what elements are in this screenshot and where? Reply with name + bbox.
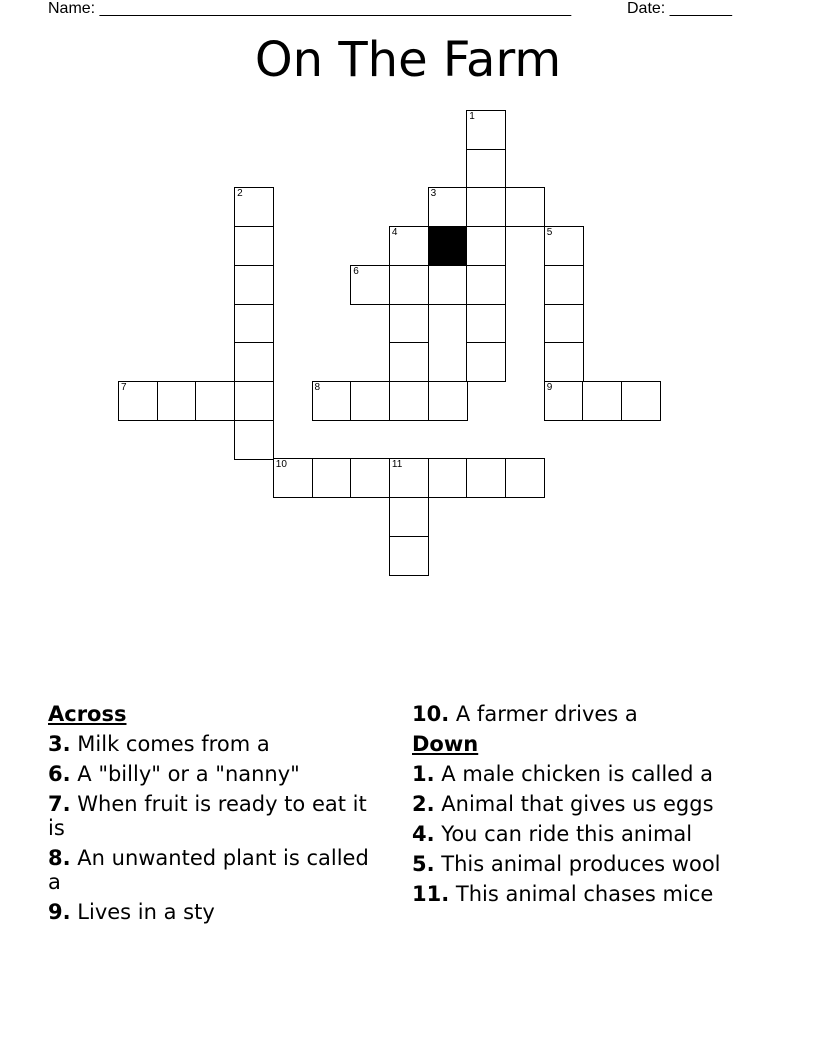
across-clue-3: 3. Milk comes from a bbox=[48, 732, 270, 756]
crossword-cell[interactable] bbox=[428, 381, 468, 421]
across-clue-8: 8. An unwanted plant is called a bbox=[48, 846, 369, 894]
crossword-cell[interactable] bbox=[234, 187, 274, 227]
crossword-black-cell bbox=[428, 226, 468, 266]
crossword-cell[interactable] bbox=[505, 458, 545, 498]
name-field-label[interactable]: Name: _____________________________________________________ bbox=[48, 0, 572, 17]
page-title: On The Farm bbox=[254, 32, 562, 88]
crossword-cell[interactable] bbox=[428, 265, 468, 305]
crossword-cell[interactable] bbox=[234, 265, 274, 305]
cell-number: 4 bbox=[391, 227, 398, 239]
crossword-cell[interactable] bbox=[466, 149, 506, 189]
crossword-cell[interactable] bbox=[389, 226, 429, 266]
crossword-cell[interactable] bbox=[505, 187, 545, 227]
down-clue-1: 1. A male chicken is called a bbox=[412, 762, 713, 786]
crossword-cell[interactable] bbox=[389, 265, 429, 305]
crossword-cell[interactable] bbox=[428, 187, 468, 227]
crossword-cell[interactable] bbox=[234, 381, 274, 421]
crossword-cell[interactable] bbox=[466, 110, 506, 150]
down-clue-11: 11. This animal chases mice bbox=[412, 882, 714, 906]
crossword-cell[interactable] bbox=[350, 381, 390, 421]
date-field-label[interactable]: Date: _______ bbox=[627, 0, 732, 17]
crossword-cell[interactable] bbox=[428, 458, 468, 498]
across-clue-9: 9. Lives in a sty bbox=[48, 900, 215, 924]
cell-number: 7 bbox=[121, 381, 127, 393]
crossword-cell[interactable] bbox=[157, 381, 197, 421]
crossword-cell[interactable] bbox=[466, 304, 506, 344]
cell-number: 8 bbox=[314, 381, 321, 393]
clues-column-left bbox=[48, 702, 388, 930]
crossword-cell[interactable] bbox=[350, 458, 390, 498]
across-clue-7: 7. When fruit is ready to eat it is bbox=[48, 792, 367, 840]
crossword-cell[interactable] bbox=[234, 420, 274, 460]
crossword-cell[interactable] bbox=[312, 381, 352, 421]
down-heading: Down bbox=[412, 732, 479, 756]
cell-number: 3 bbox=[430, 188, 437, 200]
cell-number: 6 bbox=[353, 265, 359, 277]
crossword-cell[interactable] bbox=[389, 497, 429, 537]
crossword-cell[interactable] bbox=[466, 187, 506, 227]
crossword-cell[interactable] bbox=[350, 265, 390, 305]
down-clue-5: 5. This animal produces wool bbox=[412, 852, 721, 876]
cell-number: 2 bbox=[237, 188, 243, 200]
crossword-cell[interactable] bbox=[466, 226, 506, 266]
crossword-cell[interactable] bbox=[389, 458, 429, 498]
crossword-cell[interactable] bbox=[234, 304, 274, 344]
crossword-cell[interactable] bbox=[389, 381, 429, 421]
crossword-cell[interactable] bbox=[544, 226, 584, 266]
cell-number: 5 bbox=[546, 227, 553, 239]
crossword-cell[interactable] bbox=[544, 342, 584, 382]
crossword-cell[interactable] bbox=[466, 342, 506, 382]
cell-number: 1 bbox=[469, 111, 475, 122]
crossword-cell[interactable] bbox=[195, 381, 235, 421]
crossword-cell[interactable] bbox=[466, 265, 506, 305]
across-heading: Across bbox=[48, 702, 127, 726]
crossword-cell[interactable] bbox=[544, 381, 584, 421]
crossword-cell[interactable] bbox=[582, 381, 622, 421]
crossword-cell[interactable] bbox=[389, 536, 429, 576]
cell-number: 10 bbox=[275, 459, 287, 471]
across-clue-6: 6. A "billy" or a "nanny" bbox=[48, 762, 300, 786]
crossword-cell[interactable] bbox=[234, 342, 274, 382]
crossword-cell[interactable] bbox=[466, 458, 506, 498]
crossword-cell[interactable] bbox=[273, 458, 313, 498]
crossword-cell[interactable] bbox=[544, 304, 584, 344]
crossword-cell[interactable] bbox=[389, 304, 429, 344]
cell-number: 9 bbox=[546, 381, 553, 393]
across-clue-10: 10. A farmer drives a bbox=[412, 702, 638, 726]
crossword-cell[interactable] bbox=[118, 381, 158, 421]
down-clue-2: 2. Animal that gives us eggs bbox=[412, 792, 714, 816]
crossword-cell[interactable] bbox=[312, 458, 352, 498]
crossword-cell[interactable] bbox=[621, 381, 661, 421]
clues-column-right bbox=[412, 702, 772, 912]
crossword-cell[interactable] bbox=[544, 265, 584, 305]
crossword-cell[interactable] bbox=[389, 342, 429, 382]
down-clue-4: 4. You can ride this animal bbox=[412, 822, 693, 846]
crossword-cell[interactable] bbox=[234, 226, 274, 266]
cell-number: 11 bbox=[391, 459, 403, 471]
